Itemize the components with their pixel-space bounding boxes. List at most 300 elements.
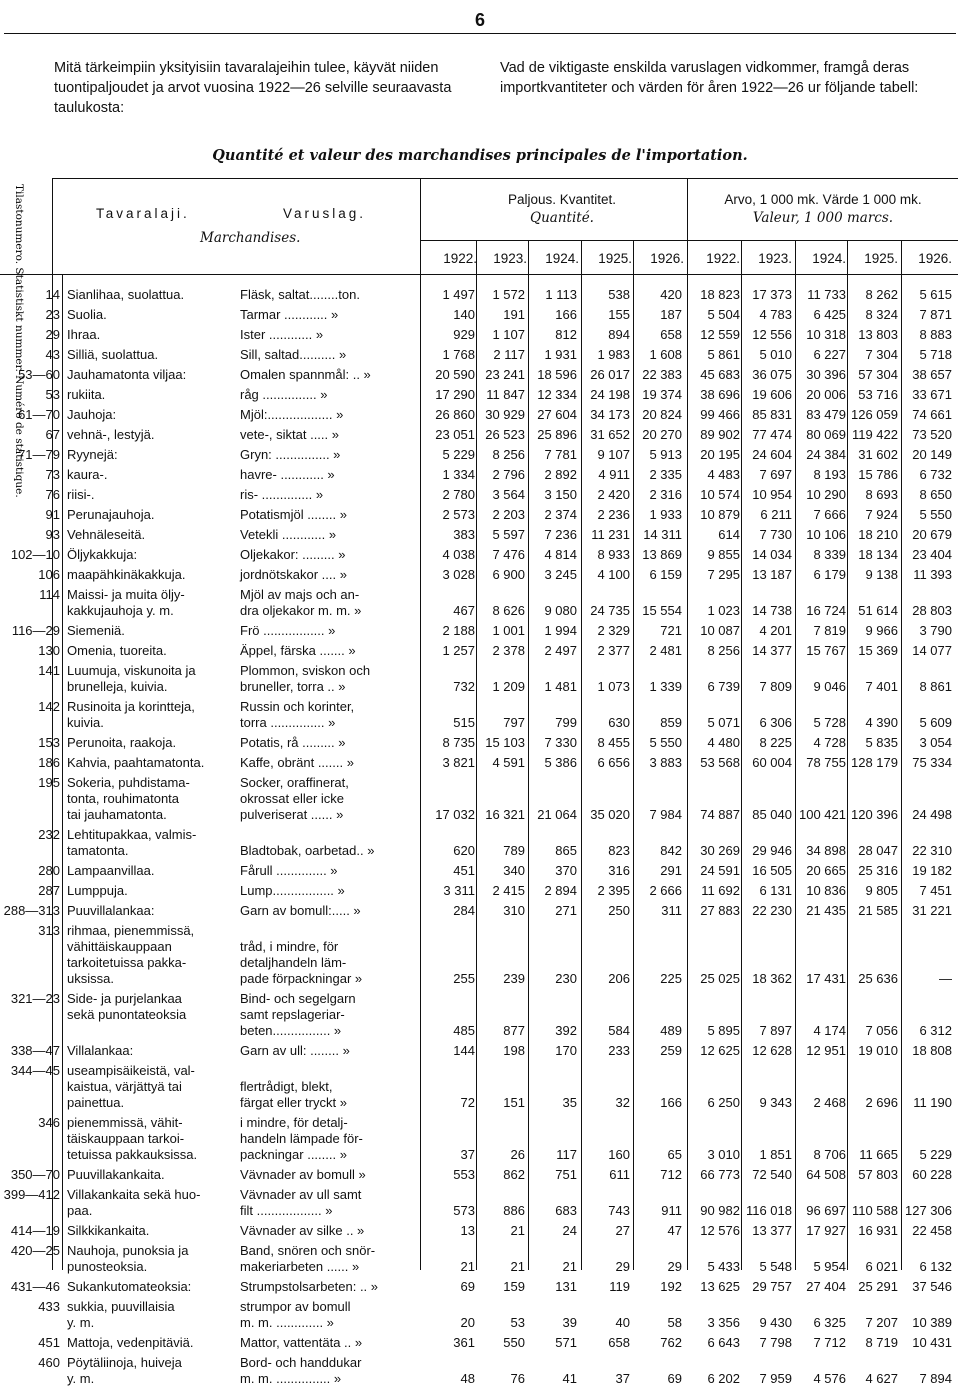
header-bottom-rule — [0, 274, 958, 275]
value-cell: 8 193 — [813, 467, 846, 482]
stat-number: 420—25 — [10, 1243, 60, 1258]
value-cell: 5 010 — [759, 347, 792, 362]
stat-number: 346 — [38, 1115, 60, 1130]
quantity-cell: 4 814 — [544, 547, 577, 562]
quantity-cell: 35 020 — [590, 807, 630, 822]
quantity-cell: 1 608 — [649, 347, 682, 362]
value-cell: 20 195 — [700, 447, 740, 462]
value-cell: 4 480 — [707, 735, 740, 750]
stat-number: 232 — [38, 827, 60, 842]
table-row — [0, 427, 960, 447]
value-cell: 7 798 — [759, 1335, 792, 1350]
value-cell: 116 018 — [745, 1203, 792, 1218]
value-year-3: 1924. — [812, 251, 846, 266]
quantity-cell: 9 107 — [597, 447, 630, 462]
swedish-name: vete-, siktat ..... » — [240, 427, 339, 442]
table-row — [0, 407, 960, 427]
value-cell: 7 401 — [865, 679, 898, 694]
quantity-cell: 630 — [608, 715, 630, 730]
quantity-cell: 72 — [460, 1095, 475, 1110]
quantity-cell: 187 — [660, 307, 682, 322]
finnish-name: Silliä, suolattua. — [67, 347, 159, 362]
quantity-cell: 1 073 — [597, 679, 630, 694]
quantity-cell: 859 — [660, 715, 682, 730]
value-cell: 11 665 — [859, 1147, 898, 1162]
swedish-name: Bord- och handdukar m. m. ............... » — [240, 1355, 362, 1386]
value-year-2: 1923. — [758, 251, 792, 266]
quantity-cell: 14 311 — [643, 527, 682, 542]
quantity-cell: 31 652 — [590, 427, 630, 442]
quantity-cell: 166 — [555, 307, 577, 322]
finnish-name: kaura-. — [67, 467, 108, 482]
value-cell: 6 132 — [919, 1259, 952, 1274]
table-row — [0, 507, 960, 527]
quantity-cell: 40 — [615, 1315, 630, 1330]
quantity-cell: 6 159 — [649, 567, 682, 582]
swedish-name: Vävnader av silke .. » — [240, 1223, 365, 1238]
value-cell: 13 625 — [700, 1279, 740, 1294]
quantity-cell: 1 931 — [544, 347, 577, 362]
quantity-cell: 2 420 — [597, 487, 630, 502]
value-cell: 10 431 — [912, 1335, 952, 1350]
quantity-cell: 2 374 — [544, 507, 577, 522]
value-cell: 10 106 — [806, 527, 846, 542]
value-cell: 45 683 — [700, 367, 740, 382]
finnish-name: pienemmissä, vähit- täiskauppaan tarkoi- tetuissa pakkauksissa. — [67, 1115, 198, 1162]
quantity-cell: 762 — [660, 1335, 682, 1350]
quantity-cell: 23 051 — [435, 427, 475, 442]
quantity-cell: 392 — [555, 1023, 577, 1038]
value-cell: 18 362 — [752, 971, 792, 986]
quantity-cell: 119 — [609, 1279, 630, 1294]
quantity-year-2: 1923. — [493, 251, 527, 266]
value-cell: 12 576 — [700, 1223, 740, 1238]
value-cell: 15 767 — [806, 643, 846, 658]
finnish-name: Rusinoita ja korintteja, kuivia. — [67, 699, 195, 730]
value-cell: 7 451 — [919, 883, 952, 898]
value-cell: 7 697 — [759, 467, 792, 482]
finnish-name: Siemeniä. — [67, 623, 125, 638]
finnish-name: useampisäikeistä, val- kaistua, värjättyä tai painettua. — [67, 1063, 195, 1110]
finnish-name: Sokeria, puhdistama- tonta, rouhimatonta tai jauhamatonta. — [67, 775, 190, 822]
quantity-cell: 3 821 — [442, 755, 475, 770]
value-cell: 25 025 — [700, 971, 740, 986]
value-cell: 10 389 — [912, 1315, 952, 1330]
swedish-name: Mjöl:.................. » — [240, 407, 344, 422]
quantity-cell: 37 — [460, 1147, 475, 1162]
quantity-cell: 310 — [503, 903, 525, 918]
quantity-cell: 7 476 — [492, 547, 525, 562]
value-cell: 15 369 — [858, 643, 898, 658]
quantity-cell: 76 — [510, 1371, 525, 1386]
swedish-name: havre- ............ » — [240, 467, 335, 482]
swedish-name: flertrådigt, blekt, färgat eller tryckt » — [240, 1079, 347, 1110]
value-cell: 30 396 — [806, 367, 846, 382]
quantity-cell: 2 573 — [442, 507, 475, 522]
stat-number: 53 — [45, 387, 60, 402]
value-cell: 8 324 — [865, 307, 898, 322]
value-cell: 7 304 — [865, 347, 898, 362]
header-varuslag: Varuslag. — [283, 206, 367, 221]
value-cell: 128 179 — [851, 755, 898, 770]
value-cell: 5 728 — [813, 715, 846, 730]
swedish-name: råg ............... » — [240, 387, 328, 402]
quantity-cell: 2 780 — [442, 487, 475, 502]
quantity-cell: 886 — [503, 1203, 525, 1218]
quantity-cell: 911 — [661, 1203, 682, 1218]
value-cell: 17 373 — [752, 287, 792, 302]
table-row — [0, 487, 960, 507]
swedish-name: Tarmar ............ » — [240, 307, 339, 322]
quantity-cell: 3 245 — [544, 567, 577, 582]
stat-number: 288—313 — [3, 903, 60, 918]
quantity-cell: 65 — [667, 1147, 682, 1162]
value-cell: 6 211 — [760, 507, 792, 522]
finnish-name: Ryynejä: — [67, 447, 118, 462]
value-cell: — — [939, 971, 952, 986]
value-cell: 14 738 — [752, 603, 792, 618]
quantity-cell: 20 270 — [642, 427, 682, 442]
quantity-cell: 170 — [555, 1043, 577, 1058]
quantity-cell: 24 735 — [590, 603, 630, 618]
finnish-name: Puuvillakankaita. — [67, 1167, 165, 1182]
value-cell: 60 228 — [912, 1167, 952, 1182]
value-cell: 90 982 — [700, 1203, 740, 1218]
swedish-name: Band, snören och snör- makeriarbeten ...... » — [240, 1243, 376, 1274]
finnish-name: Lampaanvillaa. — [67, 863, 155, 878]
quantity-cell: 259 — [660, 1043, 682, 1058]
swedish-name: Potatismjöl ........ » — [240, 507, 347, 522]
value-cell: 4 390 — [865, 715, 898, 730]
value-cell: 53 716 — [858, 387, 898, 402]
value-cell: 3 054 — [919, 735, 952, 750]
quantity-cell: 1 334 — [442, 467, 475, 482]
finnish-name: Perunoita, raakoja. — [67, 735, 177, 750]
stat-number: 53—60 — [18, 367, 60, 382]
value-cell: 17 927 — [806, 1223, 846, 1238]
table-row — [0, 527, 960, 547]
value-cell: 85 040 — [752, 807, 792, 822]
quantity-cell: 1 497 — [442, 287, 475, 302]
quantity-cell: 732 — [453, 679, 475, 694]
table-row — [0, 447, 960, 467]
table-row — [0, 663, 960, 699]
quantity-cell: 7 236 — [544, 527, 577, 542]
value-cell: 75 334 — [912, 755, 952, 770]
quantity-cell: 27 604 — [537, 407, 577, 422]
value-cell: 14 077 — [912, 643, 952, 658]
table-row — [0, 567, 960, 587]
quantity-cell: 4 038 — [442, 547, 475, 562]
swedish-name: i mindre, för detalj- handeln lämpade för- packningar ........ » — [240, 1115, 363, 1162]
quantity-cell: 823 — [608, 843, 630, 858]
value-cell: 20 679 — [912, 527, 952, 542]
quantity-cell: 4 911 — [598, 467, 630, 482]
quantity-cell: 658 — [660, 327, 682, 342]
value-cell: 7 056 — [865, 1023, 898, 1038]
value-cell: 19 606 — [752, 387, 792, 402]
quantity-cell: 24 — [562, 1223, 577, 1238]
value-cell: 66 773 — [700, 1167, 740, 1182]
finnish-name: Jauhamatonta viljaa: — [67, 367, 187, 382]
value-cell: 5 895 — [707, 1023, 740, 1038]
quantity-cell: 12 334 — [537, 387, 577, 402]
value-cell: 5 550 — [919, 507, 952, 522]
value-cell: 6 179 — [813, 567, 846, 582]
value-cell: 8 256 — [707, 643, 740, 658]
quantity-cell: 17 290 — [435, 387, 475, 402]
quantity-cell: 721 — [660, 623, 682, 638]
quantity-cell: 284 — [453, 903, 475, 918]
finnish-name: Sukankutomateoksia: — [67, 1279, 192, 1294]
value-cell: 33 671 — [912, 387, 952, 402]
value-cell: 6 425 — [813, 307, 846, 322]
quantity-cell: 2 117 — [493, 347, 525, 362]
quantity-cell: 4 591 — [492, 755, 525, 770]
finnish-name: maapähkinäkakkuja. — [67, 567, 186, 582]
finnish-name: Sianlihaa, suolattua. — [67, 287, 185, 302]
value-cell: 126 059 — [851, 407, 898, 422]
quantity-cell: 26 860 — [435, 407, 475, 422]
quantity-cell: 1 481 — [544, 679, 577, 694]
stat-number: 338—47 — [10, 1043, 60, 1058]
column-rule — [901, 240, 902, 1270]
stat-number: 460 — [38, 1355, 60, 1370]
stat-number: 73 — [45, 467, 60, 482]
quantity-cell: 41 — [562, 1371, 577, 1386]
value-cell: 5 861 — [707, 347, 740, 362]
quantity-cell: 3 883 — [649, 755, 682, 770]
quantity-cell: 743 — [608, 1203, 630, 1218]
value-cell: 14 377 — [752, 643, 792, 658]
value-cell: 3 790 — [919, 623, 952, 638]
stat-number: 153 — [38, 735, 60, 750]
quantity-cell: 2 203 — [492, 507, 525, 522]
quantity-cell: 538 — [608, 287, 630, 302]
value-cell: 6 021 — [865, 1259, 898, 1274]
quantity-cell: 39 — [562, 1315, 577, 1330]
quantity-cell: 27 — [615, 1223, 630, 1238]
value-cell: 11 692 — [701, 883, 740, 898]
stat-number: 114 — [39, 587, 60, 602]
quantity-cell: 7 781 — [544, 447, 577, 462]
value-cell: 99 466 — [700, 407, 740, 422]
quantity-cell: 25 896 — [537, 427, 577, 442]
quantity-cell: 131 — [555, 1279, 577, 1294]
quantity-cell: 20 — [460, 1315, 475, 1330]
value-cell: 12 951 — [806, 1043, 846, 1058]
value-cell: 21 585 — [858, 903, 898, 918]
finnish-name: Luumuja, viskunoita ja brunelleja, kuivia. — [67, 663, 196, 694]
value-cell: 18 808 — [912, 1043, 952, 1058]
stat-number: 142 — [38, 699, 60, 714]
value-cell: 7 959 — [759, 1371, 792, 1386]
value-cell: 74 661 — [912, 407, 952, 422]
quantity-cell: 192 — [660, 1279, 682, 1294]
quantity-cell: 1 983 — [597, 347, 630, 362]
table-row — [0, 1279, 960, 1299]
column-rule — [581, 240, 582, 1270]
table-row — [0, 1167, 960, 1187]
swedish-name: Vävnader av bomull » — [240, 1167, 366, 1182]
value-cell: 27 883 — [700, 903, 740, 918]
value-cell: 7 666 — [813, 507, 846, 522]
table-row — [0, 1243, 960, 1279]
quantity-cell: 2 329 — [597, 623, 630, 638]
quantity-cell: 144 — [453, 1043, 475, 1058]
value-cell: 17 431 — [806, 971, 846, 986]
quantity-cell: 155 — [608, 307, 630, 322]
value-cell: 127 306 — [905, 1203, 952, 1218]
quantity-cell: 166 — [660, 1095, 682, 1110]
value-cell: 96 697 — [806, 1203, 846, 1218]
value-cell: 72 540 — [752, 1167, 792, 1182]
quantity-cell: 21 064 — [537, 807, 577, 822]
value-cell: 20 006 — [806, 387, 846, 402]
value-cell: 57 803 — [858, 1167, 898, 1182]
quantity-cell: 26 523 — [485, 427, 525, 442]
value-cell: 22 230 — [752, 903, 792, 918]
value-cell: 29 946 — [752, 843, 792, 858]
quantity-cell: 5 386 — [544, 755, 577, 770]
column-rule — [633, 240, 634, 1270]
table-row — [0, 991, 960, 1043]
quantity-cell: 15 103 — [485, 735, 525, 750]
finnish-name: Villalankaa: — [67, 1043, 134, 1058]
header-top-rule — [52, 178, 958, 179]
quantity-cell: 2 666 — [649, 883, 682, 898]
stat-number: 186 — [38, 755, 60, 770]
quantity-cell: 13 869 — [642, 547, 682, 562]
column-rule — [528, 240, 529, 1270]
value-cell: 614 — [718, 527, 740, 542]
quantity-cell: 2 892 — [544, 467, 577, 482]
quantity-cell: 311 — [661, 903, 682, 918]
value-cell: 4 576 — [813, 1371, 846, 1386]
value-cell: 19 182 — [912, 863, 952, 878]
value-cell: 8 693 — [865, 487, 898, 502]
value-cell: 16 505 — [752, 863, 792, 878]
swedish-name: Lump................. » — [240, 883, 345, 898]
swedish-name: Strumpstolsarbeten: .. » — [240, 1279, 379, 1294]
quantity-cell: 19 374 — [642, 387, 682, 402]
table-row — [0, 643, 960, 663]
value-cell: 110 588 — [851, 1203, 898, 1218]
quantity-cell: 2 497 — [544, 643, 577, 658]
value-cell: 85 831 — [752, 407, 792, 422]
stat-number: 76 — [45, 487, 60, 502]
value-cell: 24 498 — [912, 807, 952, 822]
quantity-cell: 160 — [608, 1147, 630, 1162]
value-cell: 3 010 — [707, 1147, 740, 1162]
value-cell: 18 134 — [858, 547, 898, 562]
swedish-name: Mjöl av majs och an- dra oljekakor m. m. » — [240, 587, 362, 618]
quantity-cell: 117 — [556, 1147, 577, 1162]
quantity-cell: 3 150 — [544, 487, 577, 502]
quantity-cell: 751 — [555, 1167, 577, 1182]
stat-number: 433 — [38, 1299, 60, 1314]
value-cell: 5 609 — [919, 715, 952, 730]
value-cell: 8 706 — [813, 1147, 846, 1162]
value-cell: 4 201 — [759, 623, 792, 638]
quantity-cell: 198 — [503, 1043, 525, 1058]
quantity-cell: 2 395 — [597, 883, 630, 898]
quantity-cell: 29 — [667, 1259, 682, 1274]
quantity-cell: 191 — [503, 307, 525, 322]
value-cell: 31 602 — [858, 447, 898, 462]
finnish-name: sukkia, puuvillaisia y. m. — [67, 1299, 175, 1330]
table-row — [0, 923, 960, 991]
table-row — [0, 735, 960, 755]
value-cell: 12 628 — [752, 1043, 792, 1058]
value-cell: 77 474 — [752, 427, 792, 442]
quantity-cell: 620 — [453, 843, 475, 858]
value-cell: 38 696 — [700, 387, 740, 402]
swedish-name: Bind- och segelgarn samt repslageriar- beten................ » — [240, 991, 356, 1038]
quantity-cell: 4 100 — [597, 567, 630, 582]
quantity-cell: 8 455 — [597, 735, 630, 750]
value-cell: 5 229 — [919, 1147, 952, 1162]
swedish-name: Oljekakor: ......... » — [240, 547, 346, 562]
quantity-cell: 553 — [453, 1167, 475, 1182]
quantity-year-5: 1926. — [650, 251, 684, 266]
quantity-cell: 53 — [510, 1315, 525, 1330]
table-row — [0, 827, 960, 863]
swedish-name: Socker, oraffinerat, okrossat eller icke pulveriserat ...... » — [240, 775, 349, 822]
value-cell: 6 312 — [919, 1023, 952, 1038]
swedish-name: Omalen spannmål: .. » — [240, 367, 371, 382]
quantity-cell: 1 113 — [545, 287, 577, 302]
value-cell: 23 404 — [912, 547, 952, 562]
table-row — [0, 307, 960, 327]
quantity-cell: 2 236 — [597, 507, 630, 522]
quantity-cell: 69 — [460, 1279, 475, 1294]
quantity-cell: 37 — [615, 1371, 630, 1386]
quantity-cell: 420 — [660, 287, 682, 302]
value-cell: 51 614 — [858, 603, 898, 618]
quantity-cell: 18 596 — [537, 367, 577, 382]
swedish-name: Fårull .............. » — [240, 863, 338, 878]
value-cell: 7 894 — [919, 1371, 952, 1386]
quantity-cell: 11 847 — [486, 387, 525, 402]
table-row — [0, 883, 960, 903]
stat-number: 130 — [38, 643, 60, 658]
finnish-name: Pöytäliinoja, huiveja y. m. — [67, 1355, 182, 1386]
value-cell: 7 712 — [813, 1335, 846, 1350]
quantity-cell: 151 — [503, 1095, 525, 1110]
quantity-cell: 140 — [453, 307, 475, 322]
quantity-cell: 894 — [608, 327, 630, 342]
value-cell: 2 696 — [865, 1095, 898, 1110]
value-cell: 9 046 — [813, 679, 846, 694]
value-cell: 6 250 — [707, 1095, 740, 1110]
value-cell: 78 755 — [806, 755, 846, 770]
value-cell: 57 304 — [858, 367, 898, 382]
stat-number: 350—70 — [10, 1167, 60, 1182]
value-cell: 9 966 — [865, 623, 898, 638]
value-cell: 5 504 — [707, 307, 740, 322]
value-cell: 18 823 — [700, 287, 740, 302]
quantity-cell: 21 — [510, 1223, 525, 1238]
value-cell: 80 069 — [806, 427, 846, 442]
value-cell: 15 786 — [858, 467, 898, 482]
column-rule — [476, 240, 477, 1270]
quantity-cell: 23 241 — [485, 367, 525, 382]
finnish-name: Perunajauhoja. — [67, 507, 155, 522]
page-number: 6 — [474, 10, 485, 30]
quantity-cell: 8 626 — [492, 603, 525, 618]
quantity-cell: 47 — [667, 1223, 682, 1238]
